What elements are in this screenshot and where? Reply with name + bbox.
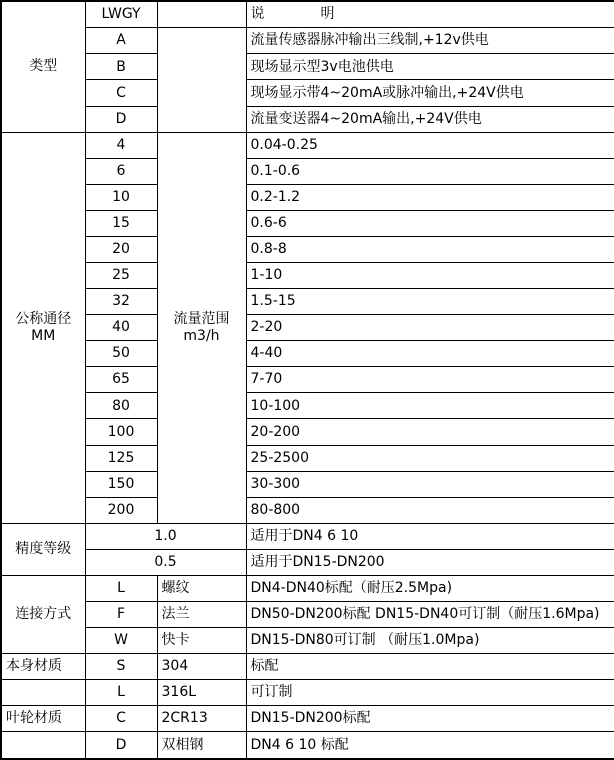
impeller-material-name-cell: 2CR13 [157, 706, 246, 732]
body-material-code-cell: S [85, 654, 157, 680]
accuracy-description-cell: 适用于DN4 6 10 [246, 523, 614, 549]
dn-value-cell: 20 [85, 236, 157, 262]
body-material-description-cell: 标配 [246, 654, 614, 680]
impeller-material-description-cell: DN15-DN200标配 [246, 706, 614, 732]
flow-range-label-line2: m3/h [183, 327, 220, 344]
flow-range-value-cell: 25-2500 [246, 445, 614, 471]
accuracy-value-cell: 0.5 [85, 549, 246, 575]
dn-value-cell: 40 [85, 315, 157, 341]
dn-value-cell: 125 [85, 445, 157, 471]
section-label-body-material: 本身材质 [1, 654, 85, 680]
accuracy-description-cell: 适用于DN15-DN200 [246, 549, 614, 575]
impeller-material-name-cell: 双相钢 [157, 732, 246, 759]
table-row [1, 549, 614, 575]
type-code-cell: D [85, 106, 157, 132]
section-label-type: 类型 [1, 1, 85, 132]
table-row [1, 367, 614, 393]
flow-range-value-cell: 80-800 [246, 497, 614, 523]
dn-value-cell: 50 [85, 341, 157, 367]
table-row [1, 575, 614, 601]
dn-value-cell: 200 [85, 497, 157, 523]
dn-value-cell: 6 [85, 158, 157, 184]
connection-description-cell: DN15-DN80可订制 （耐压1.0Mpa) [246, 628, 614, 654]
table-row [1, 54, 614, 80]
impeller-material-label-spacer-cell [1, 732, 85, 759]
impeller-material-code-cell: D [85, 732, 157, 759]
dn-value-cell: 15 [85, 210, 157, 236]
table-row [1, 628, 614, 654]
connection-description-cell: DN4-DN40标配（耐压2.5Mpa) [246, 575, 614, 601]
flow-range-value-cell: 0.1-0.6 [246, 158, 614, 184]
type-code-cell: B [85, 54, 157, 80]
body-material-name-cell: 316L [157, 680, 246, 706]
type-description-cell: 现场显示带4~20mA或脉冲输出,+24V供电 [246, 80, 614, 106]
dn-value-cell: 100 [85, 419, 157, 445]
table-row [1, 158, 614, 184]
type-description-cell: 现场显示型3v电池供电 [246, 54, 614, 80]
table-row [1, 419, 614, 445]
table-row [1, 654, 614, 680]
type-middle-spacer-cell [157, 28, 246, 132]
flow-range-value-cell: 1-10 [246, 263, 614, 289]
model-code-cell: LWGY [85, 1, 157, 28]
flow-range-value-cell: 20-200 [246, 419, 614, 445]
table-row [1, 28, 614, 54]
flow-range-value-cell: 0.6-6 [246, 210, 614, 236]
connection-name-cell: 快卡 [157, 628, 246, 654]
table-row [1, 210, 614, 236]
table-row [1, 184, 614, 210]
table-row [1, 236, 614, 262]
impeller-material-code-cell: C [85, 706, 157, 732]
table-row [1, 263, 614, 289]
table-row [1, 80, 614, 106]
dn-value-cell: 25 [85, 263, 157, 289]
table-row [1, 602, 614, 628]
flow-range-value-cell: 10-100 [246, 393, 614, 419]
dn-value-cell: 32 [85, 289, 157, 315]
flow-range-value-cell: 30-300 [246, 471, 614, 497]
type-code-cell: A [85, 28, 157, 54]
body-material-description-cell: 可订制 [246, 680, 614, 706]
table-row [1, 289, 614, 315]
table-row [1, 497, 614, 523]
flow-range-value-cell: 0.2-1.2 [246, 184, 614, 210]
table-row [1, 341, 614, 367]
dn-value-cell: 80 [85, 393, 157, 419]
dn-value-cell: 65 [85, 367, 157, 393]
dn-value-cell: 10 [85, 184, 157, 210]
body-material-code-cell: L [85, 680, 157, 706]
section-label-diameter [1, 132, 85, 523]
accuracy-value-cell: 1.0 [85, 523, 246, 549]
table-row [1, 706, 614, 732]
flow-range-value-cell: 2-20 [246, 315, 614, 341]
connection-name-cell: 法兰 [157, 602, 246, 628]
connection-name-cell: 螺纹 [157, 575, 246, 601]
body-material-label-spacer-cell [1, 680, 85, 706]
table-row [1, 106, 614, 132]
section-label-impeller-material: 叶轮材质 [1, 706, 85, 732]
body-material-name-cell: 304 [157, 654, 246, 680]
diameter-label-line1: 公称通径 [15, 310, 72, 327]
header-middle-spacer-cell [157, 1, 246, 28]
flow-range-value-cell: 7-70 [246, 367, 614, 393]
flow-range-value-cell: 4-40 [246, 341, 614, 367]
table-row [1, 393, 614, 419]
flow-range-label-line1: 流量范围 [173, 310, 230, 327]
connection-code-cell: L [85, 575, 157, 601]
table-row [1, 680, 614, 706]
flow-range-value-cell: 0.04-0.25 [246, 132, 614, 158]
flow-range-value-cell: 0.8-8 [246, 236, 614, 262]
table-row [1, 1, 614, 28]
type-description-cell: 流量变送器4~20mA输出,+24V供电 [246, 106, 614, 132]
table-row [1, 445, 614, 471]
flow-range-header-cell [157, 132, 246, 523]
dn-value-cell: 150 [85, 471, 157, 497]
section-label-accuracy: 精度等级 [1, 523, 85, 575]
table-row [1, 523, 614, 549]
diameter-label-line2: MM [31, 327, 56, 344]
connection-code-cell: W [85, 628, 157, 654]
description-header-cell: 说 明 [246, 1, 614, 28]
connection-description-cell: DN50-DN200标配 DN15-DN40可订制（耐压1.6Mpa) [246, 602, 614, 628]
section-label-connection: 连接方式 [1, 575, 85, 653]
type-code-cell: C [85, 80, 157, 106]
table-row [1, 732, 614, 759]
table-row [1, 132, 614, 158]
flow-range-value-cell: 1.5-15 [246, 289, 614, 315]
table-row [1, 315, 614, 341]
impeller-material-description-cell: DN4 6 10 标配 [246, 732, 614, 759]
table-row [1, 471, 614, 497]
connection-code-cell: F [85, 602, 157, 628]
dn-value-cell: 4 [85, 132, 157, 158]
type-description-cell: 流量传感器脉冲输出三线制,+12v供电 [246, 28, 614, 54]
